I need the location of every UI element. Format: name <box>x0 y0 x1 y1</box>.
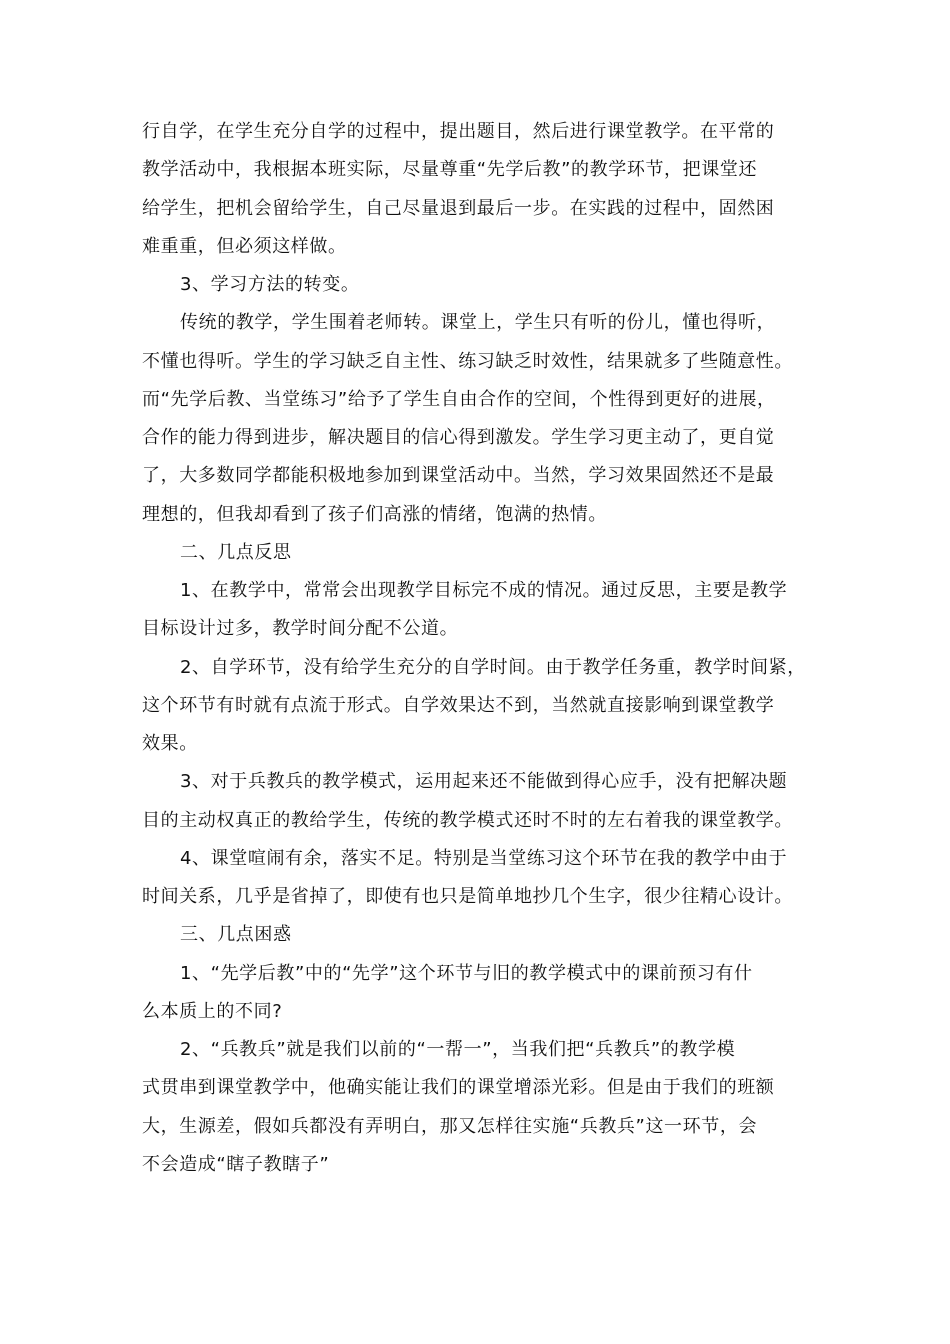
section-heading: 二、几点反思 <box>180 542 292 563</box>
text-line: 时间关系，几乎是省掉了，即使有也只是简单地抄几个生字，很少往精心设计。 <box>142 886 793 907</box>
text-line: 2、自学环节，没有给学生充分的自学时间。由于教学任务重，教学时间紧， <box>180 657 806 678</box>
text-line: 而“先学后教、当堂练习”给予了学生自由合作的空间，个性得到更好的进展， <box>142 389 776 410</box>
text-line: 4、课堂喧闹有余，落实不足。特别是当堂练习这个环节在我的教学中由于 <box>180 848 788 869</box>
text-line: 目的主动权真正的教给学生，传统的教学模式还时不时的左右着我的课堂教学。 <box>142 810 793 831</box>
text-line: 式贯串到课堂教学中，他确实能让我们的课堂增添光彩。但是由于我们的班额 <box>142 1077 775 1098</box>
text-line: 难重重，但必须这样做。 <box>142 236 347 257</box>
text-line: 1、“先学后教”中的“先学”这个环节与旧的教学模式中的课前预习有什 <box>180 963 753 984</box>
text-line: 教学活动中，我根据本班实际，尽量尊重“先学后教”的教学环节，把课堂还 <box>142 159 758 180</box>
text-line: 不懂也得听。学生的学习缺乏自主性、练习缺乏时效性，结果就多了些随意性。 <box>142 351 793 372</box>
text-line: 不会造成“瞎子教瞎子” <box>142 1154 330 1175</box>
text-line: 目标设计过多，教学时间分配不公道。 <box>142 618 459 639</box>
text-line: 效果。 <box>142 733 198 754</box>
text-line: 2、“兵教兵”就是我们以前的“一帮一”，当我们把“兵教兵”的教学模 <box>180 1039 736 1060</box>
text-line: 传统的教学，学生围着老师转。课堂上，学生只有听的份儿，懂也得听， <box>180 312 776 333</box>
text-line: 合作的能力得到进步，解决题目的信心得到激发。学生学习更主动了，更自觉 <box>142 427 775 448</box>
section-heading: 3、学习方法的转变。 <box>180 274 360 295</box>
text-line: 3、对于兵教兵的教学模式，运用起来还不能做到得心应手，没有把解决题 <box>180 771 788 792</box>
text-line: 给学生，把机会留给学生，自己尽量退到最后一步。在实践的过程中，固然困 <box>142 198 775 219</box>
text-line: 么本质上的不同? <box>142 1001 283 1022</box>
text-line: 1、在教学中，常常会出现教学目标完不成的情况。通过反思，主要是教学 <box>180 580 788 601</box>
text-line: 理想的，但我却看到了孩子们高涨的情绪，饱满的热情。 <box>142 504 607 525</box>
section-heading: 三、几点困惑 <box>180 924 292 945</box>
text-line: 了，大多数同学都能积极地参加到课堂活动中。当然，学习效果固然还不是最 <box>142 465 775 486</box>
text-line: 这个环节有时就有点流于形式。自学效果达不到，当然就直接影响到课堂教学 <box>142 695 775 716</box>
text-line: 大，生源差，假如兵都没有弄明白，那又怎样往实施“兵教兵”这一环节，会 <box>142 1116 758 1137</box>
text-line: 行自学，在学生充分自学的过程中，提出题目，然后进行课堂教学。在平常的 <box>142 121 775 142</box>
